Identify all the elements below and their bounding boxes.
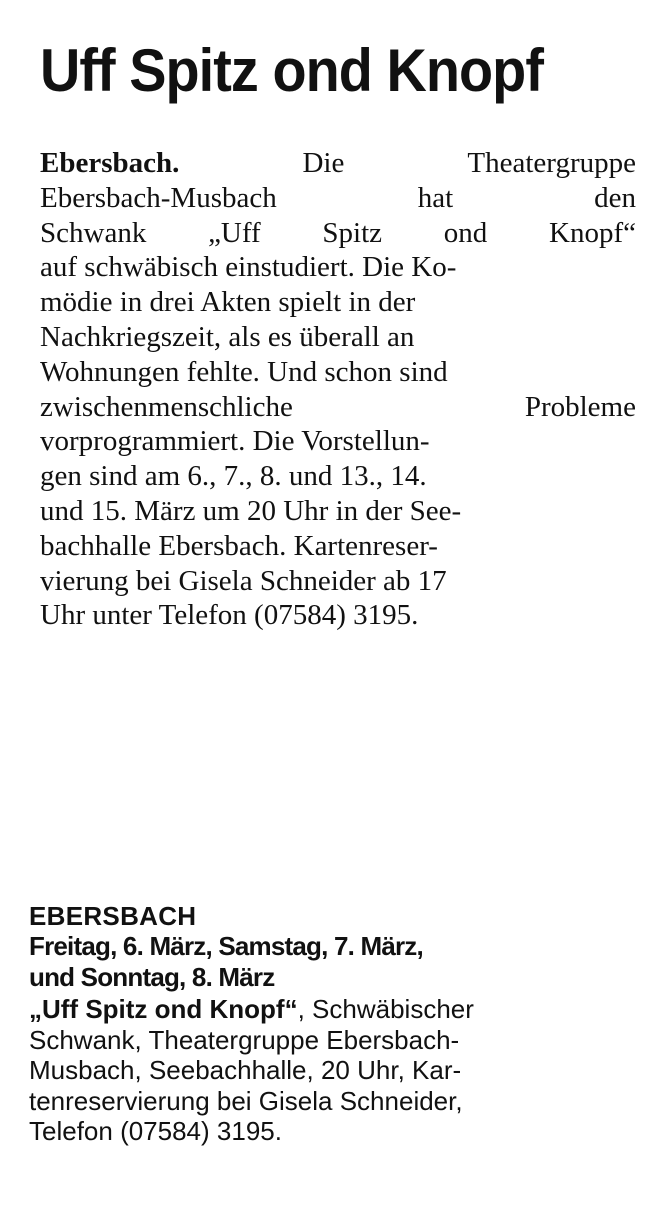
article-line: gen sind am 6., 7., 8. und 13., 14. — [40, 460, 427, 493]
listing-dates-line: und Sonntag, 8. März — [29, 961, 275, 992]
article-word: hat — [417, 181, 454, 214]
article-line: und 15. März um 20 Uhr in der See- — [40, 494, 462, 527]
article-line: Nachkriegszeit, als es überall an — [40, 320, 415, 353]
article-line: mödie in drei Akten spielt in der — [40, 286, 416, 319]
article-line: Uhr unter Telefon (07584) 3195. — [40, 599, 419, 632]
article-line: bachhalle Ebersbach. Kartenreser- — [40, 529, 438, 562]
listing-title: „Uff Spitz ond Knopf“ — [29, 994, 298, 1024]
listing-description — [29, 994, 639, 1147]
article-word: Probleme — [524, 390, 636, 423]
article-word: Knopf“ — [549, 216, 636, 249]
listing-desc-line: tenreservierung bei Gisela Schneider, — [29, 1085, 463, 1116]
article-headline: Uff Spitz ond Knopf — [40, 37, 543, 104]
article-word: ond — [443, 216, 488, 249]
article-word: „Uff — [208, 216, 261, 249]
listing-title-suffix: , Schwäbischer — [297, 994, 474, 1024]
article-lead: Ebersbach. — [40, 147, 180, 179]
listing-desc-line: Telefon (07584) 3195. — [29, 1116, 282, 1146]
listing-desc-line: Schwank, Theatergruppe Ebersbach- — [29, 1024, 460, 1055]
article-line: vorprogrammiert. Die Vorstellun- — [40, 425, 430, 458]
article-word: Die — [302, 147, 345, 179]
article-line — [40, 390, 636, 425]
article-word: Ebersbach-Musbach — [40, 181, 277, 214]
article-line: vierung bei Gisela Schneider ab 17 — [40, 564, 447, 597]
article-clipping — [40, 36, 636, 633]
article-word: Spitz — [322, 216, 383, 249]
article-line — [40, 216, 636, 251]
article-word: den — [594, 181, 636, 214]
listing-desc-line — [29, 994, 639, 1025]
article-word: zwischenmenschliche — [40, 390, 293, 423]
article-word: Theatergruppe — [467, 147, 636, 179]
article-word: Schwank — [40, 216, 147, 249]
listing-dates — [29, 931, 639, 992]
article-line: Wohnungen fehlte. Und schon sind — [40, 355, 448, 388]
listing-dates-line: Freitag, 6. März, Samstag, 7. März, — [29, 931, 423, 961]
article-body — [40, 146, 636, 633]
article-line: auf schwäbisch einstudiert. Die Ko- — [40, 251, 457, 284]
listing-desc-line: Musbach, Seebachhalle, 20 Uhr, Kar- — [29, 1055, 462, 1085]
article-line — [40, 146, 636, 181]
article-line — [40, 181, 636, 216]
listing-place: EBERSBACH — [29, 901, 197, 931]
event-listing-clipping — [29, 901, 639, 1147]
